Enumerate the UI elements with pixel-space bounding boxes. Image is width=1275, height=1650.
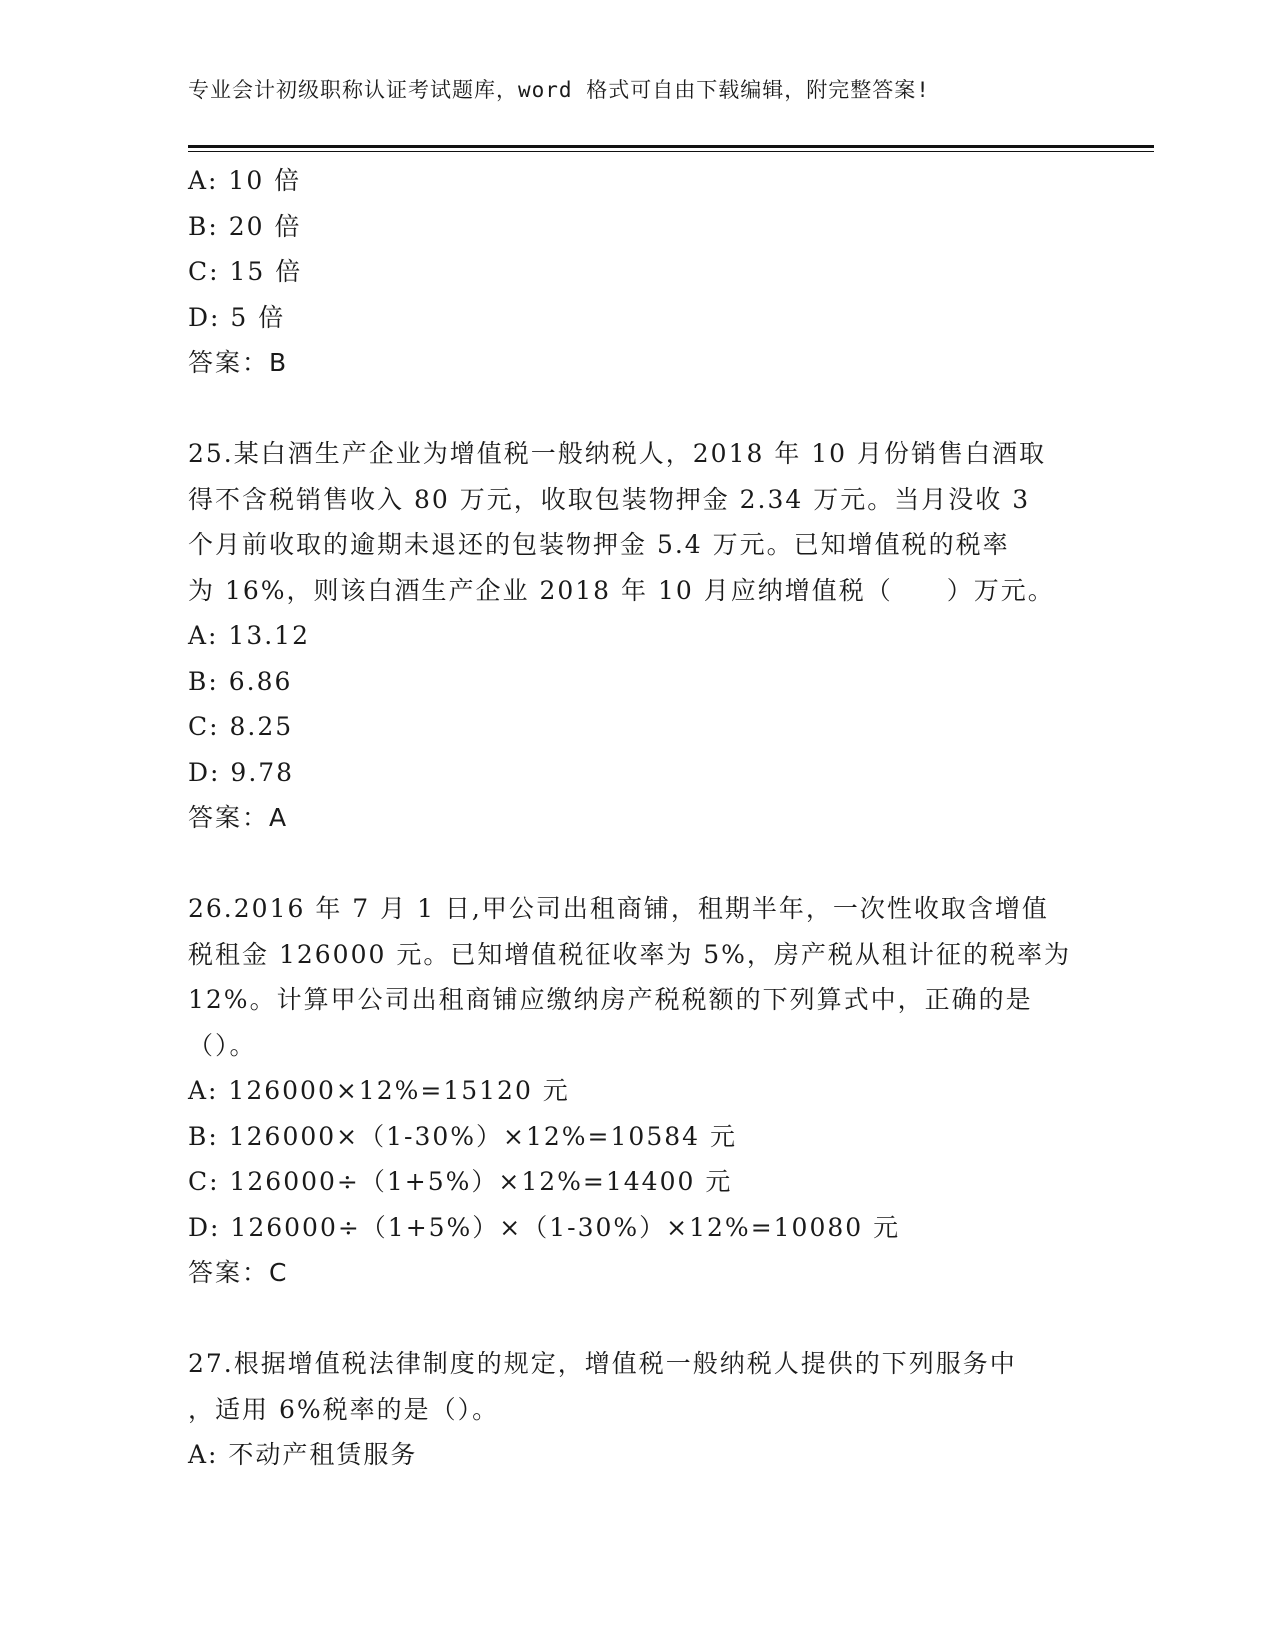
document-body [188,158,1088,1478]
spacer [188,386,1088,432]
header-rule-thin [188,151,1154,152]
question-27 [188,1341,1088,1478]
option-c: C: 15 倍 [188,257,303,286]
page-header: 专业会计初级职称认证考试题库，word 格式可自由下载编辑，附完整答案! [188,78,930,102]
option-d: D: 9.78 [188,757,295,787]
answer: 答案：C [188,1258,289,1287]
option-c: C: 126000÷（1+5%）×12%=14400 元 [188,1167,733,1196]
question-text-line: 27.根据增值税法律制度的规定，增值税一般纳税人提供的下列服务中 [188,1349,1017,1378]
option-b: B: 20 倍 [188,211,302,241]
question-text-line: 税租金 126000 元。已知增值税征收率为 5%，房产税从租计征的税率为 [188,939,1071,969]
question-text-line: 为 16%，则该白酒生产企业 2018 年 10 月应纳增值税（ ）万元。 [188,575,1055,605]
answer: 答案：B [188,348,289,377]
option-d: D: 5 倍 [188,302,286,332]
question-text-line: （）。 [188,1030,257,1060]
question-25 [188,431,1088,841]
question-26 [188,886,1088,1296]
question-text-line: 12%。计算甲公司出租商铺应缴纳房产税税额的下列算式中，正确的是 [188,985,1033,1014]
option-a: A: 10 倍 [188,166,302,195]
option-a: A: 不动产租赁服务 [188,1440,418,1469]
option-a: A: 13.12 [188,621,310,650]
question-text-line: 26.2016 年 7 月 1 日,甲公司出租商铺，租期半年，一次性收取含增值 [188,894,1049,923]
option-b: B: 6.86 [188,666,293,696]
spacer [188,1296,1088,1342]
header-rule-thick [188,145,1154,148]
answer: 答案：A [188,803,289,832]
question-block-prev [188,158,1088,386]
question-text-line: ，适用 6%税率的是（）。 [188,1394,500,1424]
question-text-line: 个月前收取的逾期未退还的包装物押金 5.4 万元。已知增值税的税率 [188,530,1010,559]
question-text-line: 25.某白酒生产企业为增值税一般纳税人，2018 年 10 月份销售白酒取 [188,439,1047,468]
spacer [188,841,1088,887]
option-d: D: 126000÷（1+5%）×（1-30%）×12%=10080 元 [188,1212,901,1242]
question-text-line: 得不含税销售收入 80 万元，收取包装物押金 2.34 万元。当月没收 3 [188,484,1031,514]
option-c: C: 8.25 [188,712,294,741]
option-b: B: 126000×（1-30%）×12%=10584 元 [188,1121,737,1151]
option-a: A: 126000×12%=15120 元 [188,1076,570,1105]
